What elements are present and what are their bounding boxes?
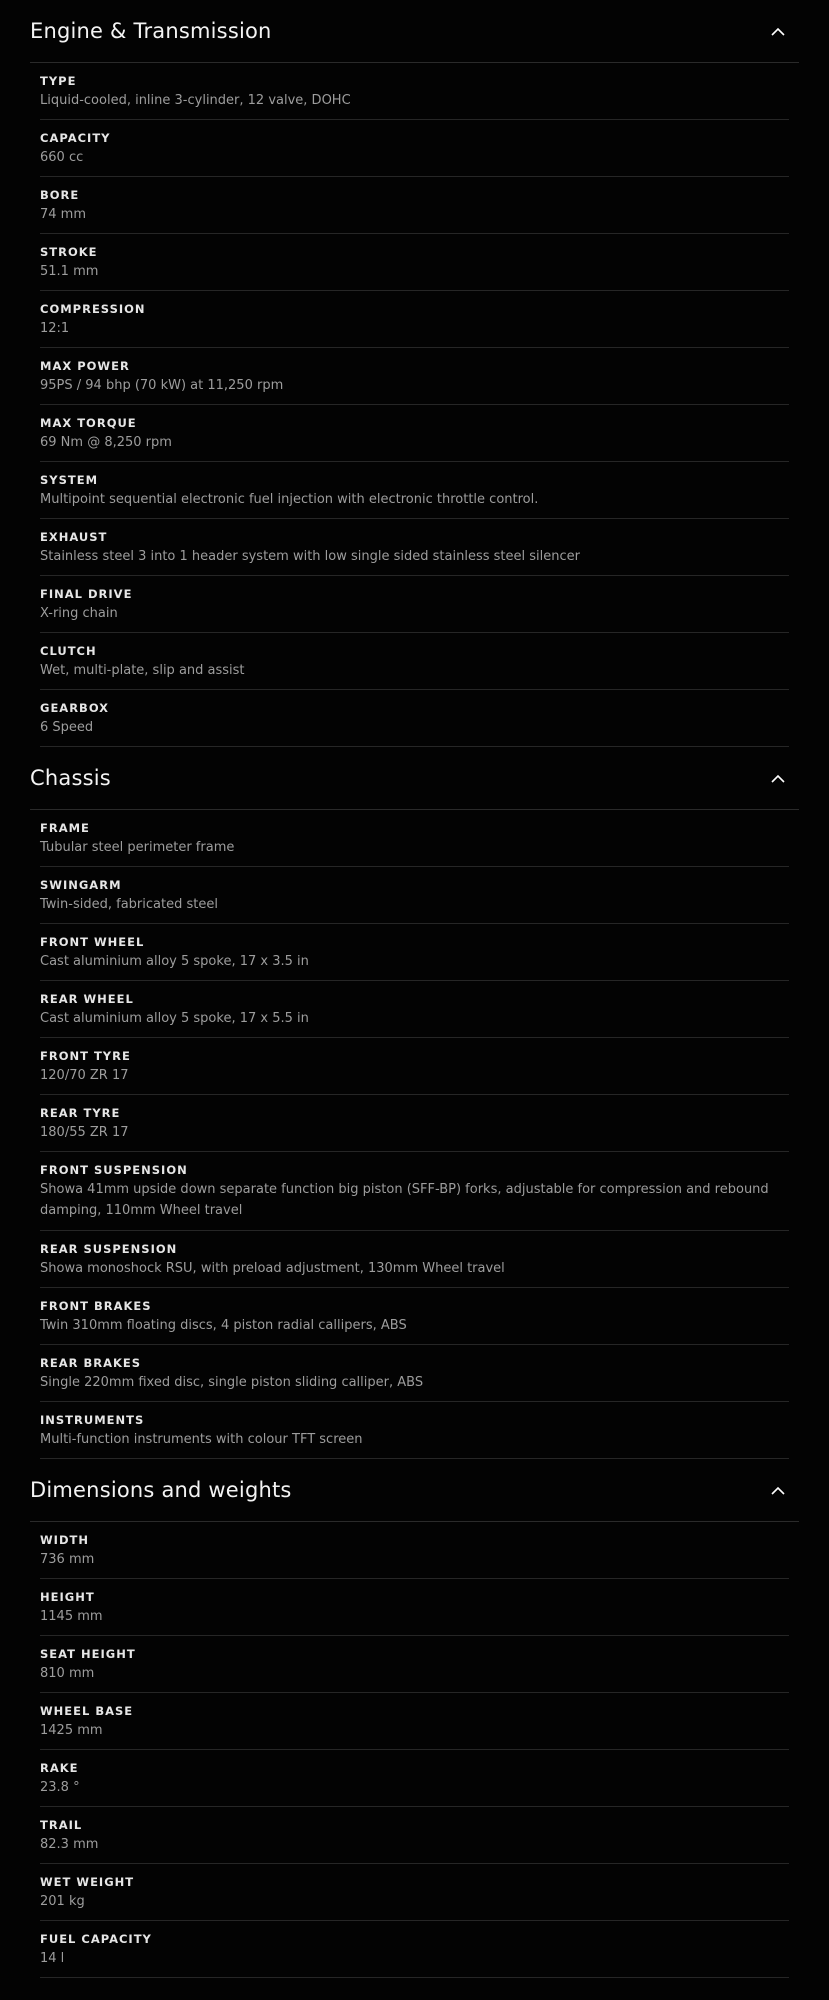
spec-row-width bbox=[40, 1522, 789, 1579]
spec-row-front-suspension bbox=[40, 1152, 789, 1231]
section-header-dimensions-weights[interactable] bbox=[30, 1459, 799, 1522]
section-title: Dimensions and weights bbox=[30, 1478, 292, 1502]
spec-value: 95PS / 94 bhp (70 kW) at 11,250 rpm bbox=[40, 377, 284, 393]
spec-value: 14 l bbox=[40, 1950, 65, 1966]
spec-row-rear-wheel bbox=[40, 981, 789, 1038]
spec-label: GEARBOX bbox=[40, 700, 110, 715]
spec-row-rear-tyre bbox=[40, 1095, 789, 1152]
spec-row-stroke bbox=[40, 234, 789, 291]
spec-label: COMPRESSION bbox=[40, 301, 146, 316]
spec-value: 201 kg bbox=[40, 1893, 85, 1909]
spec-row-rake bbox=[40, 1750, 789, 1807]
spec-value: 12:1 bbox=[40, 320, 70, 336]
section-header-engine-transmission[interactable] bbox=[30, 0, 799, 63]
spec-value: 6 Speed bbox=[40, 719, 94, 735]
spec-row-capacity bbox=[40, 120, 789, 177]
spec-value: Cast aluminium alloy 5 spoke, 17 x 3.5 in bbox=[40, 953, 309, 969]
spec-row-height bbox=[40, 1579, 789, 1636]
spec-label: BORE bbox=[40, 187, 80, 202]
spec-label: FRAME bbox=[40, 820, 90, 835]
spec-value: Liquid-cooled, inline 3-cylinder, 12 valve, DOHC bbox=[40, 92, 351, 108]
spec-row-max-torque bbox=[40, 405, 789, 462]
spec-value: 74 mm bbox=[40, 206, 87, 222]
chevron-up-icon[interactable] bbox=[767, 1479, 789, 1501]
chevron-up-icon[interactable] bbox=[767, 767, 789, 789]
spec-label: REAR TYRE bbox=[40, 1105, 121, 1120]
spec-label: MAX POWER bbox=[40, 358, 130, 373]
spec-value: Twin 310mm floating discs, 4 piston radial callipers, ABS bbox=[40, 1317, 407, 1333]
spec-row-wet-weight bbox=[40, 1864, 789, 1921]
spec-value: 69 Nm @ 8,250 rpm bbox=[40, 434, 172, 450]
spec-label: HEIGHT bbox=[40, 1589, 95, 1604]
spec-label: CAPACITY bbox=[40, 130, 111, 145]
spec-row-compression bbox=[40, 291, 789, 348]
spec-value: Multi-function instruments with colour TFT screen bbox=[40, 1431, 363, 1447]
spec-label: CLUTCH bbox=[40, 643, 97, 658]
spec-value: 120/70 ZR 17 bbox=[40, 1067, 129, 1083]
spec-list bbox=[30, 1522, 799, 1978]
spec-label: FRONT WHEEL bbox=[40, 934, 145, 949]
spec-row-frame bbox=[40, 810, 789, 867]
spec-label: WHEEL BASE bbox=[40, 1703, 134, 1718]
spec-label: FINAL DRIVE bbox=[40, 586, 133, 601]
spec-label: FRONT SUSPENSION bbox=[40, 1163, 188, 1177]
section-chassis bbox=[30, 747, 799, 1459]
spec-row-max-power bbox=[40, 348, 789, 405]
spec-value: 23.8 ° bbox=[40, 1779, 80, 1795]
spec-label: REAR WHEEL bbox=[40, 991, 134, 1006]
spec-value: 180/55 ZR 17 bbox=[40, 1124, 129, 1140]
spec-row-seat-height bbox=[40, 1636, 789, 1693]
spec-row-gearbox bbox=[40, 690, 789, 747]
spec-row-front-tyre bbox=[40, 1038, 789, 1095]
spec-value: 1425 mm bbox=[40, 1722, 103, 1738]
section-title: Engine & Transmission bbox=[30, 19, 272, 43]
spec-value: Wet, multi-plate, slip and assist bbox=[40, 662, 245, 678]
spec-value: Showa monoshock RSU, with preload adjustment, 130mm Wheel travel bbox=[40, 1260, 505, 1276]
spec-row-type bbox=[40, 63, 789, 120]
spec-row-front-wheel bbox=[40, 924, 789, 981]
section-header-chassis[interactable] bbox=[30, 747, 799, 810]
spec-value: 82.3 mm bbox=[40, 1836, 99, 1852]
spec-row-front-brakes bbox=[40, 1288, 789, 1345]
spec-row-swingarm bbox=[40, 867, 789, 924]
spec-row-instruments bbox=[40, 1402, 789, 1459]
spec-label: FRONT TYRE bbox=[40, 1048, 131, 1063]
spec-label: SEAT HEIGHT bbox=[40, 1646, 136, 1661]
spec-value: Twin-sided, fabricated steel bbox=[40, 896, 218, 912]
spec-label: FUEL CAPACITY bbox=[40, 1931, 152, 1946]
spec-label: REAR BRAKES bbox=[40, 1355, 142, 1370]
spec-value: X-ring chain bbox=[40, 605, 118, 621]
spec-label: SYSTEM bbox=[40, 472, 99, 487]
spec-value: Single 220mm fixed disc, single piston sliding calliper, ABS bbox=[40, 1374, 424, 1390]
spec-row-trail bbox=[40, 1807, 789, 1864]
spec-value: 810 mm bbox=[40, 1665, 95, 1681]
spec-row-fuel-capacity bbox=[40, 1921, 789, 1978]
spec-label: WET WEIGHT bbox=[40, 1874, 135, 1889]
spec-row-clutch bbox=[40, 633, 789, 690]
spec-row-wheel-base bbox=[40, 1693, 789, 1750]
section-title: Chassis bbox=[30, 766, 111, 790]
spec-value: 660 cc bbox=[40, 149, 84, 165]
spec-row-rear-suspension bbox=[40, 1231, 789, 1288]
spec-label: EXHAUST bbox=[40, 529, 108, 544]
chevron-up-icon[interactable] bbox=[767, 20, 789, 42]
spec-label: INSTRUMENTS bbox=[40, 1412, 145, 1427]
spec-label: FRONT BRAKES bbox=[40, 1298, 152, 1313]
spec-label: SWINGARM bbox=[40, 877, 122, 892]
spec-list bbox=[30, 810, 799, 1459]
spec-value: Stainless steel 3 into 1 header system with low single sided stainless steel silencer bbox=[40, 548, 580, 564]
spec-label: REAR SUSPENSION bbox=[40, 1241, 178, 1256]
spec-value: Cast aluminium alloy 5 spoke, 17 x 5.5 in bbox=[40, 1010, 309, 1026]
spec-list bbox=[30, 63, 799, 747]
spec-value: Multipoint sequential electronic fuel injection with electronic throttle control. bbox=[40, 491, 539, 507]
spec-row-exhaust bbox=[40, 519, 789, 576]
spec-label: WIDTH bbox=[40, 1532, 89, 1547]
section-dimensions-weights bbox=[30, 1459, 799, 1978]
section-engine-transmission bbox=[30, 0, 799, 747]
spec-label: STROKE bbox=[40, 244, 98, 259]
spec-row-rear-brakes bbox=[40, 1345, 789, 1402]
spec-value: Showa 41mm upside down separate function big piston (SFF-BP) forks, adjustable for compression and rebound damping, 110mm Wheel travel bbox=[40, 1182, 769, 1218]
spec-label: MAX TORQUE bbox=[40, 415, 137, 430]
spec-value: Tubular steel perimeter frame bbox=[40, 839, 235, 855]
spec-row-bore bbox=[40, 177, 789, 234]
spec-value: 736 mm bbox=[40, 1551, 95, 1567]
spec-label: TYPE bbox=[40, 73, 77, 88]
spec-label: RAKE bbox=[40, 1760, 79, 1775]
spec-row-system bbox=[40, 462, 789, 519]
spec-label: TRAIL bbox=[40, 1817, 83, 1832]
spec-value: 1145 mm bbox=[40, 1608, 103, 1624]
spec-value: 51.1 mm bbox=[40, 263, 99, 279]
spec-row-final-drive bbox=[40, 576, 789, 633]
